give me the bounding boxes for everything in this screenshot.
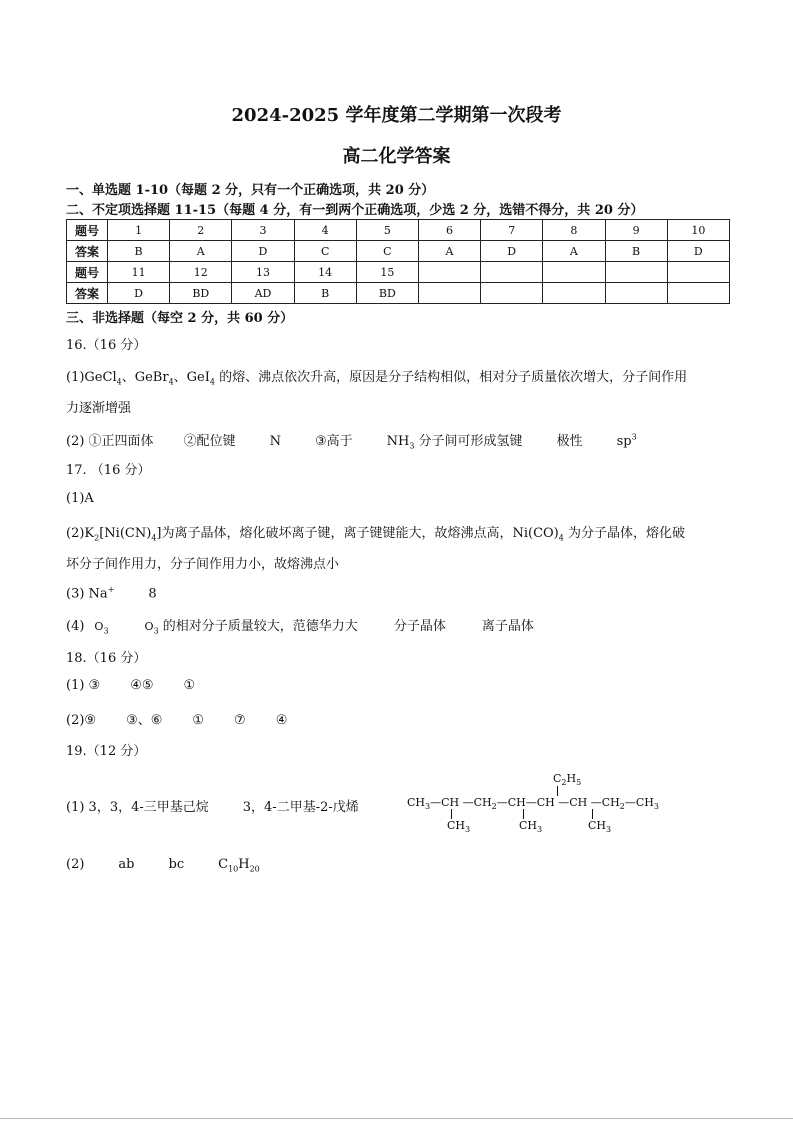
table-cell: D [667,241,729,262]
formula-methyl-2: $CH_3$ [519,819,543,835]
table-cell: 12 [170,262,232,283]
table-cell: B [294,283,356,304]
q17-answer-2-cont: 坏分子间作用力，分子间作用力小，故熔沸点小 [66,557,340,572]
section-3-heading: 三、非选择题（每空 2 分，共 60 分） [66,311,294,326]
table-cell [481,262,543,283]
row-header: 题号 [67,262,108,283]
table-cell: D [481,241,543,262]
table-cell [667,262,729,283]
table-cell: 14 [294,262,356,283]
page-title: 2024-2025 学年度第二学期第一次段考 [231,105,562,126]
q17-answer-4: (4) $O_3$ $O_3$ 的相对分子质量较大，范德华力大 分子晶体 离子晶体 [66,619,534,636]
q19-answer-2: (2) ab bc $C_{10}H_{20}$ [66,857,260,874]
table-cell [418,283,480,304]
q16-answer-1: (1)GeCl$_4$、GeBr$_4$、GeI$_4$ 的熔、沸点依次升高，原因是分子结构相似，相对分子质量依次增大，分子间作用 [66,370,688,387]
table-row [67,220,730,241]
table-row [67,262,730,283]
table-cell [543,283,605,304]
question-17-heading: 17. （16 分） [66,463,151,478]
table-cell: 11 [108,262,170,283]
table-cell: B [108,241,170,262]
q18-answer-1: (1) ③ ④⑤ ① [66,678,196,693]
q18-answer-2: (2)⑨ ③、⑥ ① ⑦ ④ [66,713,288,728]
table-row [67,241,730,262]
structural-formula: $CH_3—CH$ $—CH_2—CH—CH$ —CH $—CH_2—CH_3$ [407,796,659,812]
q16-answer-2: (2) ①正四面体 ②配位键 N ③高于 $NH_3$ 分子间可形成氢键 极性 $sp^3$ [66,432,637,451]
table-cell: BD [356,283,418,304]
table-cell: 7 [481,220,543,241]
table-cell: C [294,241,356,262]
formula-methyl-3: $CH_3$ [588,819,612,835]
table-cell: 8 [543,220,605,241]
table-cell: 15 [356,262,418,283]
page-subtitle: 高二化学答案 [342,146,451,167]
table-cell: 4 [294,220,356,241]
question-19-heading: 19.（12 分） [66,744,147,759]
table-cell: BD [170,283,232,304]
q19-answer-1: (1) 3，3，4-三甲基己烷 3，4-二甲基-2-戊烯 [66,800,359,815]
table-cell [605,283,667,304]
table-cell: 9 [605,220,667,241]
table-cell: 3 [232,220,294,241]
formula-bond-top [557,786,558,796]
table-cell: 2 [170,220,232,241]
table-cell: 6 [418,220,480,241]
formula-bond-2 [523,809,524,819]
table-cell: C [356,241,418,262]
formula-bond-3 [592,809,593,819]
table-cell: 1 [108,220,170,241]
table-cell: AD [232,283,294,304]
table-cell: A [170,241,232,262]
table-cell: D [108,283,170,304]
table-cell: 5 [356,220,418,241]
table-cell [667,283,729,304]
table-cell [543,262,605,283]
page-bottom-divider [0,1118,793,1119]
table-cell: B [605,241,667,262]
table-row [67,283,730,304]
row-header: 答案 [67,283,108,304]
formula-bond-1 [451,809,452,819]
section-2-heading: 二、不定项选择题 11-15（每题 4 分，有一到两个正确选项，少选 2 分，选错不得分，共 20 分） [66,203,644,218]
q16-answer-1-cont: 力逐渐增强 [66,401,132,416]
table-cell: 10 [667,220,729,241]
section-1-heading: 一、单选题 1-10（每题 2 分，只有一个正确选项，共 20 分） [66,183,435,198]
table-cell: 13 [232,262,294,283]
row-header: 答案 [67,241,108,262]
row-header: 题号 [67,220,108,241]
formula-methyl-1: $CH_3$ [447,819,471,835]
formula-ethyl-branch: $C_2H_5$ [553,772,582,788]
table-cell: A [418,241,480,262]
table-cell: A [543,241,605,262]
question-16-heading: 16.（16 分） [66,338,147,353]
q17-answer-2: $(2)K_2[Ni(CN)_4]$为离子晶体，熔化破坏离子键，离子键键能大，故熔沸点高，$Ni(CO)_4$ 为分子晶体，熔化破 [66,526,685,543]
table-cell [605,262,667,283]
q17-answer-3: (3) Na+ 8 [66,585,157,602]
table-cell [481,283,543,304]
question-18-heading: 18.（16 分） [66,651,147,666]
q17-answer-1: (1)A [66,491,94,506]
table-cell: D [232,241,294,262]
table-cell [418,262,480,283]
answer-table [66,219,730,304]
